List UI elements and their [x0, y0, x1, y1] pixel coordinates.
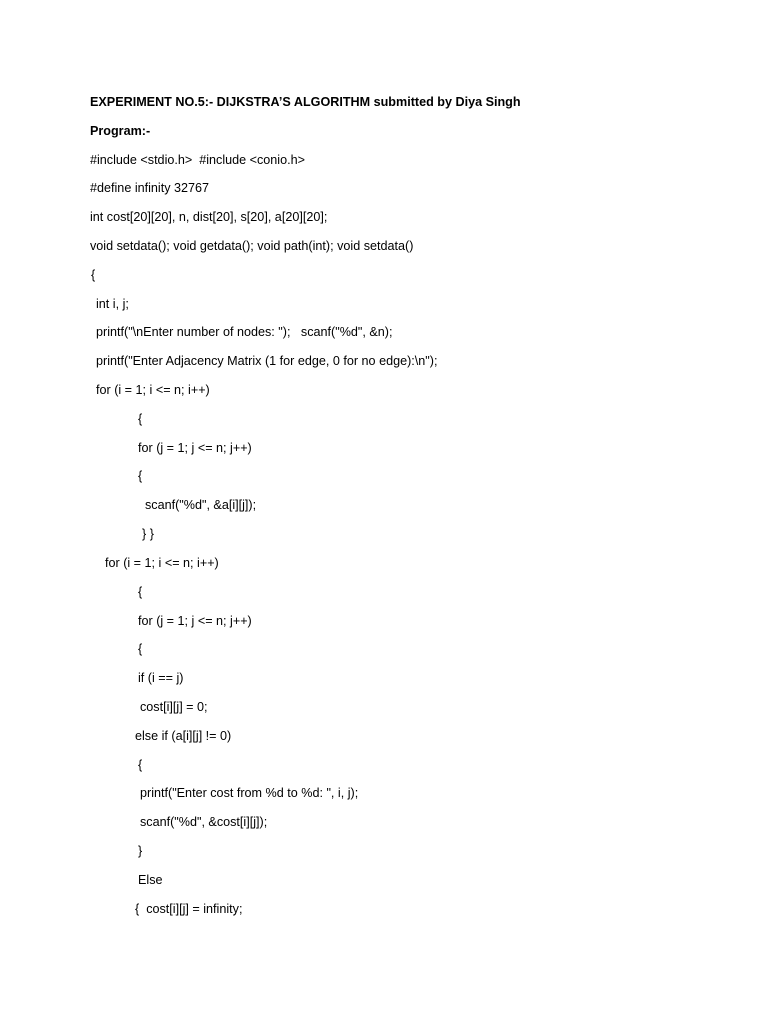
code-line: int i, j;: [96, 297, 129, 311]
code-line: for (j = 1; j <= n; j++): [138, 441, 252, 455]
code-line: {: [91, 268, 96, 282]
code-line: {: [138, 469, 143, 483]
code-line: void setdata(); void getdata(); void path(int); void setdata(): [90, 239, 414, 253]
program-label: Program:-: [90, 124, 151, 138]
document-title: EXPERIMENT NO.5:- DIJKSTRA’S ALGORITHM submitted by Diya Singh: [90, 95, 521, 109]
code-line: printf("Enter cost from %d to %d: ", i, j);: [140, 786, 359, 800]
code-line: Else: [138, 873, 163, 887]
code-line: else if (a[i][j] != 0): [135, 729, 232, 743]
code-line: {: [138, 585, 143, 599]
code-line: printf("Enter Adjacency Matrix (1 for edge, 0 for no edge):\n");: [96, 354, 438, 368]
code-line: { cost[i][j] = infinity;: [135, 902, 243, 916]
code-line: scanf("%d", &a[i][j]);: [145, 498, 257, 512]
code-line: if (i == j): [138, 671, 184, 685]
code-line: for (i = 1; i <= n; i++): [96, 383, 210, 397]
code-line: #define infinity 32767: [90, 181, 210, 195]
code-line: cost[i][j] = 0;: [140, 700, 208, 714]
code-line: } }: [142, 527, 154, 541]
code-line: }: [138, 844, 143, 858]
code-line: scanf("%d", &cost[i][j]);: [140, 815, 268, 829]
code-line: printf("\nEnter number of nodes: "); scanf("%d", &n);: [96, 325, 393, 339]
code-line: int cost[20][20], n, dist[20], s[20], a[20][20];: [90, 210, 328, 224]
code-line: {: [138, 758, 143, 772]
code-line: #include <stdio.h> #include <conio.h>: [90, 153, 305, 167]
code-line: {: [138, 642, 143, 656]
code-line: for (j = 1; j <= n; j++): [138, 614, 252, 628]
code-line: for (i = 1; i <= n; i++): [105, 556, 219, 570]
code-line: {: [138, 412, 143, 426]
